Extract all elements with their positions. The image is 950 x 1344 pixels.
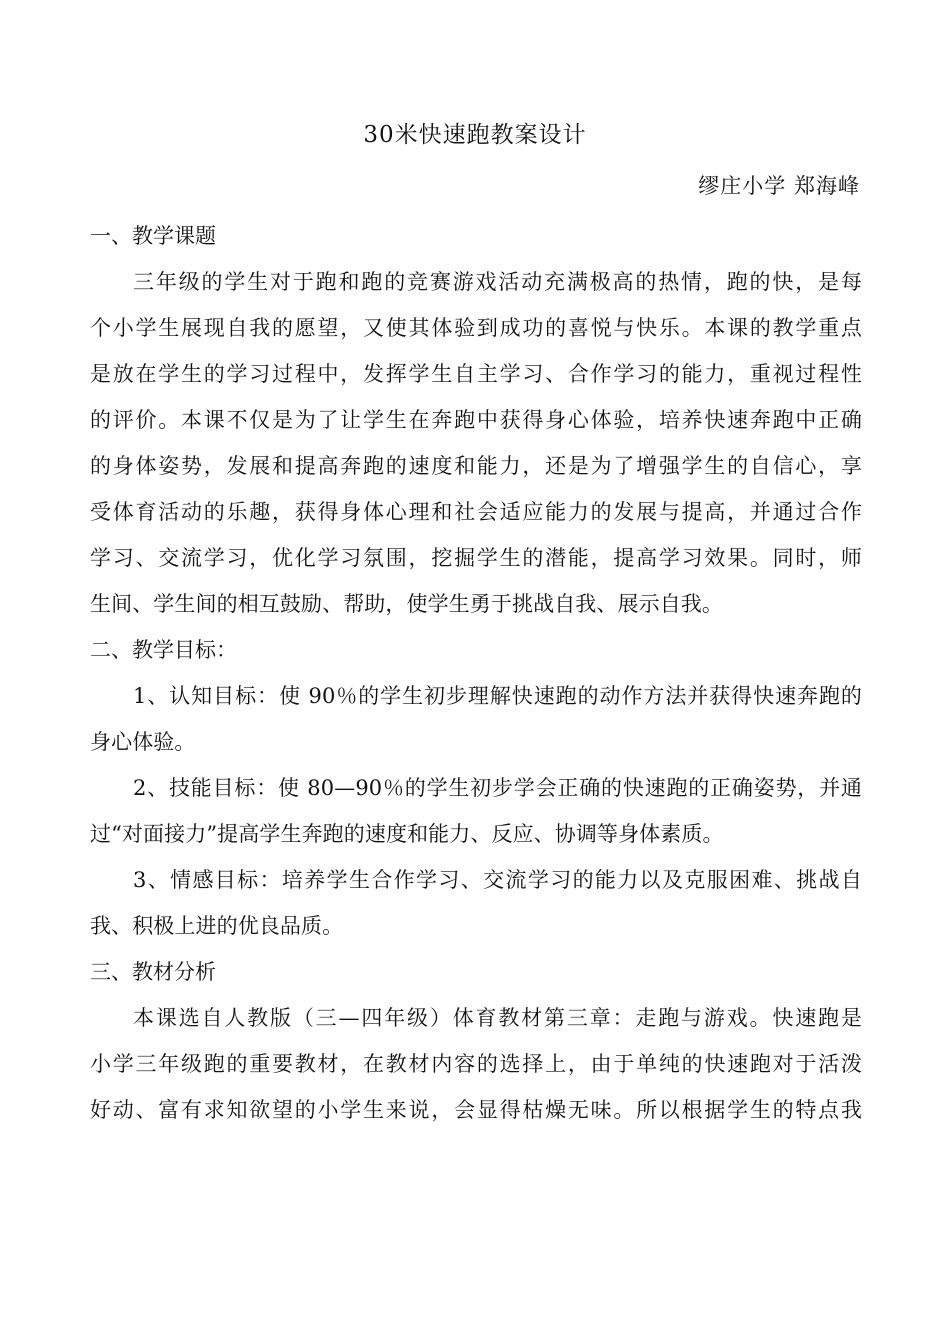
document-body (90, 218, 862, 1138)
paragraph-line: 我、积极上进的优良品质。 (90, 914, 344, 938)
paragraph-line: 生间、学生间的相互鼓励、帮助，使学生勇于挑战自我、展示自我。 (90, 592, 723, 616)
paragraph-cognitive-goal (90, 678, 862, 770)
paragraph-line: 小学三年级跑的重要教材，在教材内容的选择上，由于单纯的快速跑对于活泼 (90, 1052, 862, 1076)
paragraph-line: 受体育活动的乐趣，获得身体心理和社会适应能力的发展与提高，并通过合作 (90, 500, 862, 524)
paragraph-line: 是放在学生的学习过程中，发挥学生自主学习、合作学习的能力，重视过程性 (90, 362, 862, 386)
section-heading-3: 三、教材分析 (90, 960, 216, 984)
paragraph-line: 的身体姿势，发展和提高奔跑的速度和能力，还是为了增强学生的自信心，享 (90, 454, 862, 478)
paragraph-skill-goal (90, 770, 862, 862)
paragraph-line: 身心体验。 (90, 730, 196, 754)
paragraph-line: 1、认知目标：使 90％的学生初步理解快速跑的动作方法并获得快速奔跑的 (133, 684, 862, 708)
section-heading-1: 一、教学课题 (90, 224, 216, 248)
paragraph-material-analysis (90, 1000, 862, 1138)
paragraph-line: 好动、富有求知欲望的小学生来说，会显得枯燥无味。所以根据学生的特点我 (90, 1098, 862, 1122)
paragraph-line: 3、情感目标：培养学生合作学习、交流学习的能力以及克服困难、挑战自 (133, 868, 862, 892)
paragraph-line: 三年级的学生对于跑和跑的竞赛游戏活动充满极高的热情，跑的快，是每 (133, 270, 862, 294)
paragraph-line: 2、技能目标：使 80—90％的学生初步学会正确的快速跑的正确姿势，并通 (133, 776, 862, 800)
document-title: 30米快速跑教案设计 (363, 122, 587, 148)
paragraph-affective-goal (90, 862, 862, 954)
paragraph-line: 过“对面接力”提高学生奔跑的速度和能力、反应、协调等身体素质。 (90, 822, 724, 846)
paragraph-topic (90, 264, 862, 632)
paragraph-line: 个小学生展现自我的愿望，又使其体验到成功的喜悦与快乐。本课的教学重点 (90, 316, 862, 340)
section-heading-2: 二、教学目标： (90, 638, 237, 662)
paragraph-line: 的评价。本课不仅是为了让学生在奔跑中获得身心体验，培养快速奔跑中正确 (90, 408, 862, 432)
paragraph-line: 学习、交流学习，优化学习氛围，挖掘学生的潜能，提高学习效果。同时，师 (90, 546, 862, 570)
paragraph-line: 本课选自人教版（三—四年级）体育教材第三章：走跑与游戏。快速跑是 (133, 1006, 862, 1030)
author-line: 缪庄小学 郑海峰 (698, 174, 860, 198)
